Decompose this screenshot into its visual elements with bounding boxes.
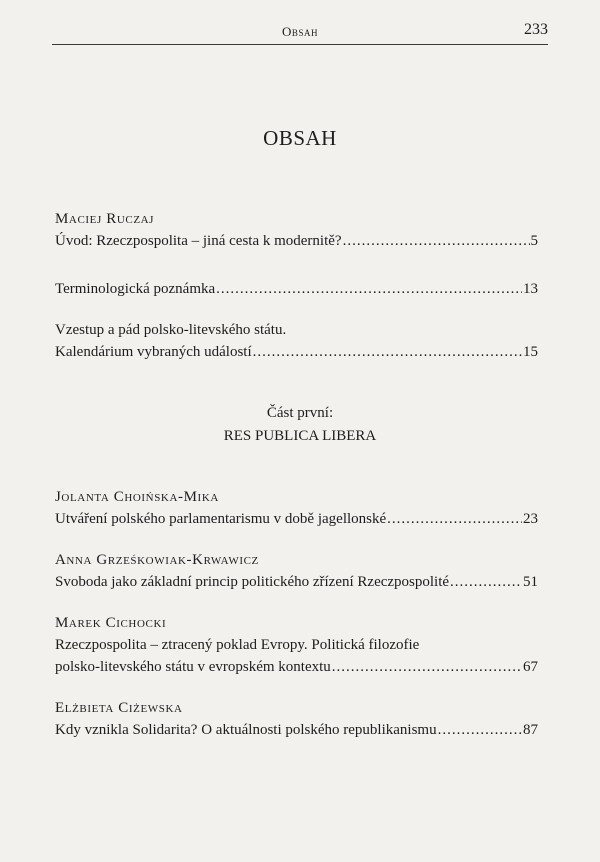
contents-title: OBSAH — [263, 126, 337, 150]
dot-leader — [438, 719, 522, 741]
toc-line[interactable] — [55, 656, 538, 678]
page-number: 233 — [524, 21, 548, 38]
entry-author: Maciej Ruczaj — [55, 211, 155, 227]
entry-title: Utváření polského parlamentarismu v době jagellonské — [55, 511, 387, 527]
entry-author: Jolanta Choińska-Mika — [55, 489, 219, 505]
toc-entry — [55, 549, 538, 593]
toc-line[interactable] — [55, 230, 538, 252]
toc-entry — [55, 319, 538, 363]
dot-leader — [216, 278, 522, 300]
entry-title: polsko-litevského státu v evropském kontextu — [55, 659, 331, 675]
entry-page: 23 — [523, 511, 538, 527]
toc-line[interactable] — [55, 278, 538, 300]
toc-line[interactable] — [55, 508, 538, 530]
entry-author: Anna Grześkowiak-Krwawicz — [55, 552, 259, 568]
entry-title: Terminologická poznámka — [55, 281, 216, 297]
running-header-title: Obsah — [282, 24, 318, 39]
toc-entry — [55, 612, 538, 678]
toc-entry — [55, 697, 538, 741]
entry-author: Marek Cichocki — [55, 615, 167, 631]
entry-page: 15 — [523, 344, 538, 360]
running-header — [52, 22, 548, 45]
part-label: Část první: — [266, 405, 334, 421]
toc-entry — [55, 278, 538, 300]
toc-entry — [55, 486, 538, 530]
toc-entry — [55, 208, 538, 252]
toc-line[interactable] — [55, 571, 538, 593]
dot-leader — [343, 230, 530, 252]
part-name: RES PUBLICA LIBERA — [223, 428, 377, 444]
entry-page: 87 — [523, 722, 538, 738]
entry-title: Kdy vznikla Solidarita? O aktuálnosti polského republikanismu — [55, 722, 437, 738]
entry-author: Elżbieta Ciżewska — [55, 700, 183, 716]
dot-leader — [332, 656, 522, 678]
dot-leader — [387, 508, 522, 530]
entry-title: Kalendárium vybraných událostí — [55, 344, 252, 360]
entry-page: 51 — [523, 574, 538, 590]
entry-title-line: Vzestup a pád polsko-litevského státu. — [55, 322, 287, 338]
dot-leader — [253, 341, 522, 363]
entry-title: Svoboda jako základní princip politického zřízení Rzeczpospolité — [55, 574, 450, 590]
toc-line[interactable] — [55, 719, 538, 741]
toc-line[interactable] — [55, 341, 538, 363]
entry-page: 5 — [530, 233, 538, 249]
entry-title-line: Rzeczpospolita – ztracený poklad Evropy. Politická filozofie — [55, 637, 420, 653]
dot-leader — [450, 571, 522, 593]
entry-page: 67 — [523, 659, 538, 675]
entry-page: 13 — [523, 281, 538, 297]
entry-title: Úvod: Rzeczpospolita – jiná cesta k modernitě? — [55, 233, 342, 249]
